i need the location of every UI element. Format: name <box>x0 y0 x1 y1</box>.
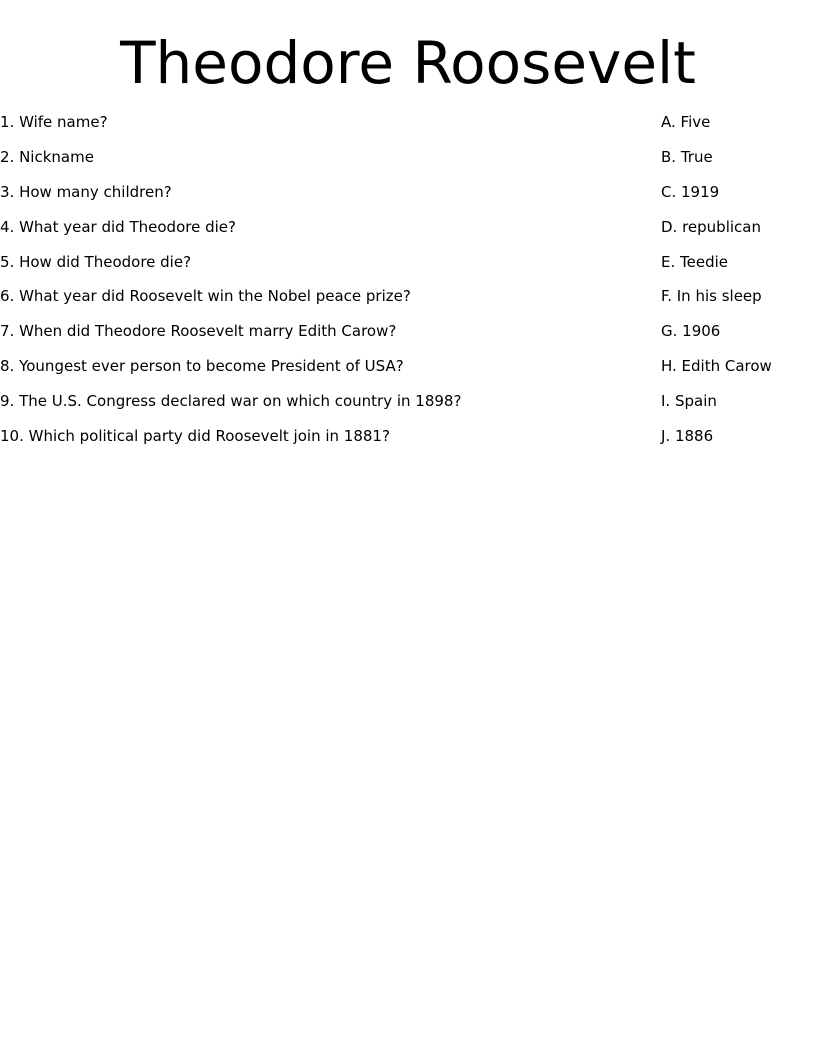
worksheet-row <box>0 356 816 391</box>
worksheet-row <box>0 147 816 182</box>
question-item: 9. The U.S. Congress declared war on which country in 1898? <box>0 392 462 411</box>
question-item: 2. Nickname <box>0 147 94 166</box>
answer-item: C. 1919 <box>661 182 720 201</box>
question-item: 5. How did Theodore die? <box>0 252 192 271</box>
question-item: 4. What year did Theodore die? <box>0 217 236 236</box>
question-item: 7. When did Theodore Roosevelt marry Edith Carow? <box>0 322 397 341</box>
answer-item: E. Teedie <box>661 252 729 271</box>
question-item: 10. Which political party did Roosevelt join in 1881? <box>0 427 390 446</box>
answer-item: F. In his sleep <box>661 287 762 306</box>
worksheet-row <box>0 217 816 252</box>
answer-item: B. True <box>661 147 713 166</box>
question-item: 3. How many children? <box>0 182 172 201</box>
answer-item: A. Five <box>661 113 711 131</box>
question-item: 6. What year did Roosevelt win the Nobel peace prize? <box>0 287 411 306</box>
matching-worksheet <box>0 112 816 461</box>
worksheet-row <box>0 321 816 356</box>
question-item: 8. Youngest ever person to become President of USA? <box>0 357 404 376</box>
answer-item: G. 1906 <box>661 322 721 341</box>
worksheet-row <box>0 252 816 287</box>
worksheet-row <box>0 391 816 426</box>
answer-item: I. Spain <box>661 392 717 411</box>
worksheet-row <box>0 112 816 147</box>
answer-item: H. Edith Carow <box>661 357 772 376</box>
answer-item: J. 1886 <box>661 427 714 446</box>
question-item: 1. Wife name? <box>0 113 108 131</box>
worksheet-row <box>0 286 816 321</box>
worksheet-row <box>0 182 816 217</box>
worksheet-row <box>0 426 816 461</box>
worksheet-title: Theodore Roosevelt <box>120 29 696 97</box>
answer-item: D. republican <box>661 217 761 236</box>
